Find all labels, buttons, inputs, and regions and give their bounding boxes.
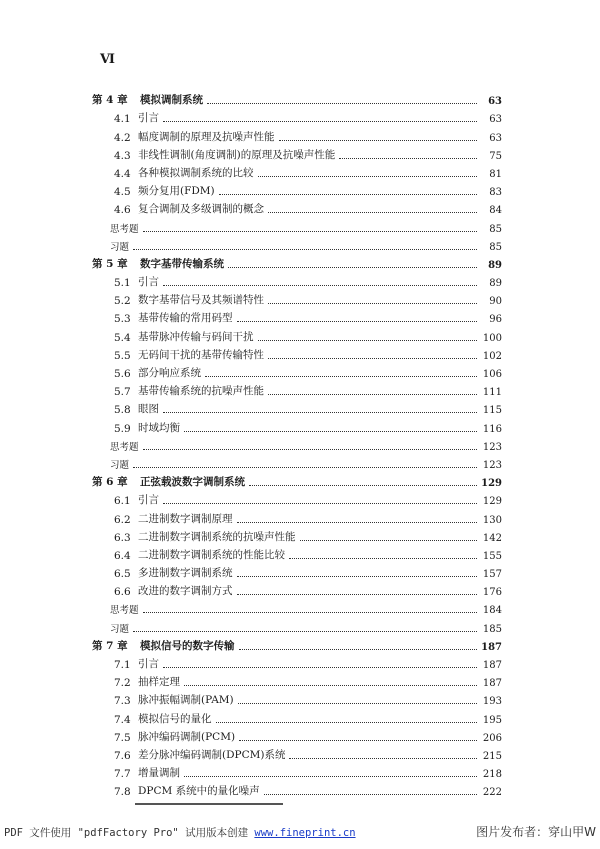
toc-entry-title: 基带传输系统的抗噪声性能	[138, 385, 264, 398]
toc-entry-number: 第 5 章	[92, 257, 128, 270]
toc-entry-title: 时域均衡	[138, 421, 180, 434]
toc-entry-title: 模拟信号的量化	[138, 712, 212, 725]
toc-entry-number: 第 4 章	[92, 94, 128, 107]
dot-leader	[289, 558, 477, 559]
toc-entry-page: 129	[482, 496, 502, 508]
toc-entry-number: 5.7	[114, 386, 131, 399]
toc-entry-section[interactable]	[92, 380, 502, 398]
toc-entry-number: 4.1	[114, 113, 131, 126]
toc-entry-number: 7.4	[114, 713, 131, 726]
toc-entry-title: 习题	[110, 241, 130, 253]
toc-entry-title: 基带脉冲传输与码间干扰	[138, 330, 254, 343]
toc-entry-section[interactable]	[92, 526, 502, 544]
dot-leader	[133, 467, 477, 468]
toc-entry-number: 5.2	[114, 295, 131, 308]
toc-entry-number: 5.4	[114, 331, 131, 344]
toc-entry-title: 二进制数字调制原理	[138, 512, 233, 525]
toc-entry-title: 思考题	[110, 441, 139, 453]
toc-entry-title: 习题	[110, 459, 130, 471]
toc-entry-number: 7.6	[114, 749, 131, 762]
toc-entry-title: 思考题	[110, 223, 139, 235]
toc-entry-number: 7.2	[114, 677, 131, 690]
toc-entry-page: 222	[482, 787, 502, 799]
toc-entry-chapter[interactable]	[92, 89, 502, 107]
toc-entry-page: 206	[482, 732, 502, 744]
toc-entry-section[interactable]	[92, 562, 502, 580]
toc-entry-title: 多进制数字调制系统	[138, 567, 233, 580]
toc-entry-page: 176	[482, 587, 502, 599]
toc-entry-exercise[interactable]	[92, 453, 502, 471]
page-number: Ⅵ	[100, 52, 116, 67]
toc-entry-page: 89	[488, 259, 502, 271]
dot-leader	[163, 121, 477, 122]
toc-entry-page: 106	[482, 369, 502, 380]
watermark-prefix: PDF 文件使用 "pdfFactory Pro" 试用版本创建	[4, 827, 255, 839]
toc-entry-title: 抽样定理	[138, 676, 180, 689]
toc-entry-title: 部分响应系统	[138, 367, 201, 379]
publisher-credit: 图片发布者：穿山甲W	[476, 825, 596, 839]
toc-entry-title: 眼图	[138, 403, 159, 416]
toc-entry-page: 184	[482, 605, 502, 617]
toc-entry-number: 第 7 章	[92, 639, 128, 652]
toc-entry-page: 115	[482, 405, 502, 417]
toc-entry-page: 85	[489, 223, 502, 235]
toc-entry-page: 155	[482, 550, 502, 562]
toc-entry-page: 215	[482, 750, 502, 762]
toc-entry-page: 83	[489, 187, 502, 199]
toc-entry-number: 7.3	[114, 695, 131, 708]
toc-entry-section[interactable]	[92, 144, 502, 162]
toc-entry-number: 4.6	[114, 204, 131, 217]
dot-leader	[184, 776, 477, 777]
toc-entry-title: 差分脉冲编码调制(DPCM)系统	[138, 748, 286, 761]
pdf-watermark-footer	[0, 822, 600, 842]
toc-entry-section[interactable]	[92, 689, 502, 707]
dot-leader	[143, 612, 477, 613]
dot-leader	[264, 794, 477, 795]
toc-entry-page: 85	[489, 241, 502, 253]
toc-entry-title: DPCM 系统中的量化噪声	[138, 785, 260, 798]
toc-entry-number: 6.1	[114, 495, 131, 508]
toc-entry-title: 幅度调制的原理及抗噪声性能	[138, 130, 275, 143]
dot-leader	[239, 649, 478, 650]
dot-leader	[268, 394, 477, 395]
toc-entry-title: 引言	[138, 658, 159, 670]
toc-entry-chapter[interactable]	[92, 471, 502, 489]
toc-entry-section[interactable]	[92, 271, 502, 289]
toc-entry-page: 157	[482, 569, 502, 581]
toc-entry-exercise[interactable]	[92, 616, 502, 634]
toc-entry-page: 218	[482, 769, 502, 781]
toc-entry-title: 改进的数字调制方式	[138, 585, 233, 598]
dot-leader	[207, 103, 477, 104]
toc-entry-number: 6.6	[114, 586, 131, 599]
toc-entry-section[interactable]	[92, 107, 502, 125]
toc-entry-title: 引言	[138, 112, 159, 125]
dot-leader	[216, 722, 478, 723]
toc-entry-page: 63	[489, 114, 502, 126]
toc-entry-page: 89	[489, 278, 502, 290]
toc-entry-page: 187	[481, 641, 502, 653]
toc-entry-section[interactable]	[92, 125, 502, 143]
toc-entry-chapter[interactable]	[92, 635, 502, 653]
toc-entry-section[interactable]	[92, 762, 502, 780]
dot-leader	[228, 267, 477, 268]
toc-entry-number: 5.5	[114, 349, 131, 362]
toc-entry-page: 142	[482, 532, 502, 544]
toc-entry-page: 96	[489, 314, 502, 326]
toc-entry-section[interactable]	[92, 198, 502, 216]
dot-leader	[258, 340, 478, 341]
dot-leader	[133, 631, 477, 632]
toc-entry-page: 102	[482, 350, 502, 362]
toc-entry-number: 4.3	[114, 149, 131, 162]
toc-entry-page: 130	[482, 514, 502, 526]
toc-entry-page: 129	[481, 478, 502, 490]
toc-entry-number: 第 6 章	[92, 476, 128, 489]
dot-leader	[163, 503, 477, 504]
toc-entry-title: 二进制数字调制系统的性能比较	[138, 548, 285, 561]
toc-entry-chapter[interactable]	[92, 253, 502, 271]
toc-entry-page: 100	[482, 332, 502, 344]
watermark-link[interactable]: www.fineprint.cn	[254, 827, 356, 839]
toc-entry-page: 63	[488, 96, 502, 108]
dot-leader	[143, 231, 477, 232]
toc-entry-title: 数字基带传输系统	[140, 257, 224, 270]
toc-entry-exercise[interactable]	[92, 235, 502, 253]
dot-leader	[289, 758, 477, 759]
toc-entry-title: 各种模拟调制系统的比较	[138, 166, 254, 179]
toc-entry-page: 81	[489, 168, 502, 180]
dot-leader	[205, 376, 477, 377]
dot-leader	[184, 685, 477, 686]
dot-leader	[279, 140, 478, 141]
toc-entry-number: 6.2	[114, 513, 131, 526]
toc-entry-title: 复合调制及多级调制的概念	[138, 203, 264, 216]
toc-entry-exercise[interactable]	[92, 598, 502, 616]
toc-entry-title: 脉冲编码调制(PCM)	[138, 730, 236, 743]
dot-leader	[300, 540, 478, 541]
dot-leader	[237, 594, 478, 595]
toc-entry-title: 习题	[110, 623, 130, 635]
toc-entry-number: 4.4	[114, 167, 131, 180]
toc-entry-section[interactable]	[92, 180, 502, 198]
toc-entry-title: 引言	[138, 276, 159, 289]
dot-leader	[163, 412, 477, 413]
toc-entry-section[interactable]	[92, 162, 502, 180]
dot-leader	[237, 576, 478, 577]
toc-entry-section[interactable]	[92, 507, 502, 525]
watermark-text	[4, 825, 356, 840]
toc-entry-number: 6.5	[114, 568, 131, 581]
toc-entry-page: 75	[489, 150, 502, 162]
toc-entry-title: 二进制数字调制系统的抗噪声性能	[138, 530, 296, 543]
toc-entry-section[interactable]	[92, 398, 502, 416]
toc-entry-section[interactable]	[92, 580, 502, 598]
dot-leader	[268, 212, 477, 213]
toc-entry-section[interactable]	[92, 416, 502, 434]
dot-leader	[258, 176, 478, 177]
toc-entry-number: 7.8	[114, 786, 131, 799]
toc-entry-number: 4.2	[114, 131, 131, 144]
dot-leader	[143, 449, 477, 450]
dot-leader	[268, 303, 477, 304]
toc-entry-title: 增量调制	[138, 767, 180, 780]
toc-entry-number: 6.4	[114, 549, 131, 562]
toc-entry-section[interactable]	[92, 344, 502, 362]
toc-entry-exercise[interactable]	[92, 435, 502, 453]
toc-entry-page: 123	[482, 459, 502, 471]
toc-entry-number: 5.3	[114, 313, 131, 326]
footnote-separator	[135, 803, 283, 805]
dot-leader	[237, 522, 478, 523]
toc-entry-exercise[interactable]	[92, 216, 502, 234]
toc-entry-section[interactable]	[92, 307, 502, 325]
toc-entry-title: 引言	[138, 494, 159, 507]
toc-entry-title: 思考题	[110, 605, 139, 617]
toc-entry-section[interactable]	[92, 289, 502, 307]
toc-entry-page: 90	[489, 296, 502, 308]
toc-entry-section[interactable]	[92, 707, 502, 725]
dot-leader	[163, 285, 477, 286]
dot-leader	[339, 158, 477, 159]
toc-entry-section[interactable]	[92, 489, 502, 507]
toc-entry-title: 模拟调制系统	[140, 94, 203, 107]
toc-entry-number: 7.5	[114, 731, 131, 744]
toc-entry-section[interactable]	[92, 362, 502, 380]
toc-entry-page: 187	[482, 678, 502, 690]
toc-entry-number: 7.1	[114, 659, 131, 671]
toc-entry-title: 基带传输的常用码型	[138, 312, 233, 325]
toc-entry-title: 非线性调制(角度调制)的原理及抗噪声性能	[138, 148, 336, 161]
toc-entry-section[interactable]	[92, 544, 502, 562]
toc-entry-section[interactable]	[92, 671, 502, 689]
toc-entry-number: 7.7	[114, 768, 131, 781]
dot-leader	[238, 703, 477, 704]
dot-leader	[249, 485, 477, 486]
dot-leader	[163, 667, 477, 668]
dot-leader	[219, 194, 477, 195]
dot-leader	[184, 431, 477, 432]
toc-entry-page: 63	[489, 132, 502, 144]
table-of-contents	[92, 89, 502, 798]
toc-entry-title: 模拟信号的数字传输	[140, 639, 235, 652]
toc-entry-page: 123	[482, 441, 502, 453]
toc-entry-section[interactable]	[92, 325, 502, 343]
toc-entry-page: 116	[482, 423, 502, 435]
toc-entry-page: 84	[489, 205, 502, 217]
toc-entry-page: 193	[482, 696, 502, 708]
toc-entry-page: 195	[482, 714, 502, 726]
toc-entry-section[interactable]	[92, 744, 502, 762]
toc-entry-section[interactable]	[92, 780, 502, 798]
toc-entry-number: 5.8	[114, 404, 131, 417]
toc-entry-section[interactable]	[92, 653, 502, 671]
toc-entry-title: 数字基带信号及其频谱特性	[138, 294, 264, 307]
dot-leader	[133, 249, 477, 250]
toc-entry-page: 185	[482, 623, 502, 635]
toc-entry-title: 脉冲振幅调制(PAM)	[138, 694, 234, 707]
dot-leader	[239, 740, 477, 741]
toc-entry-section[interactable]	[92, 726, 502, 744]
toc-entry-page: 111	[482, 387, 502, 399]
dot-leader	[237, 321, 478, 322]
toc-entry-title: 无码间干扰的基带传输特性	[138, 348, 264, 361]
toc-entry-number: 5.9	[114, 422, 131, 435]
dot-leader	[268, 358, 477, 359]
toc-entry-number: 5.6	[114, 368, 131, 380]
toc-entry-page: 187	[482, 660, 502, 671]
toc-entry-number: 6.3	[114, 531, 131, 544]
toc-entry-number: 4.5	[114, 186, 131, 199]
toc-entry-title: 频分复用(FDM)	[138, 185, 215, 198]
toc-entry-number: 5.1	[114, 277, 131, 290]
toc-entry-title: 正弦载波数字调制系统	[140, 476, 245, 489]
